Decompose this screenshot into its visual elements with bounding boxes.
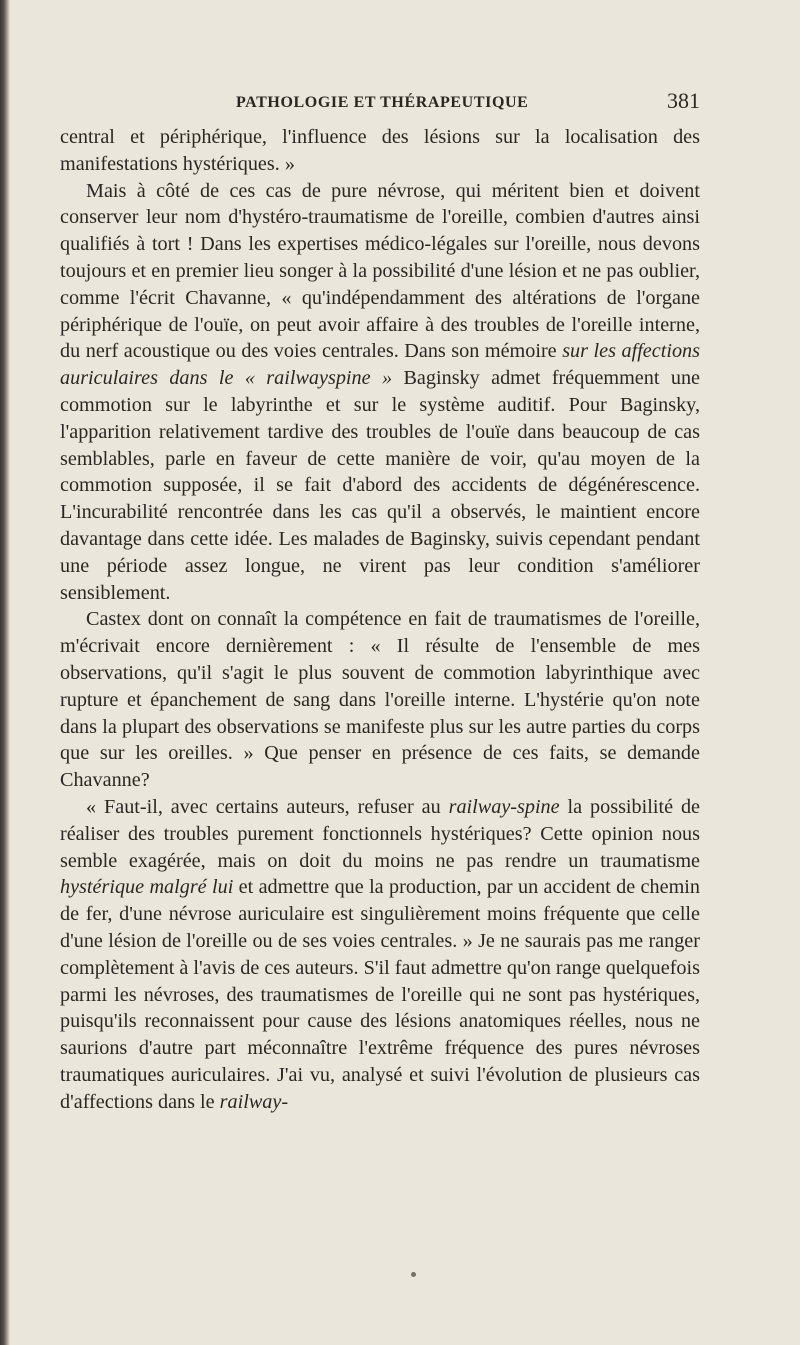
paragraph [60,178,700,607]
text-segment: « Faut-il, avec certains auteurs, refuser au [86,795,449,818]
italic-term: railway- [219,1090,289,1113]
text-segment: Castex dont on connaît la compétence en fait de traumatismes de l'oreille, m'écrivait encore dernièrement : « Il résulte de l'ensemble de mes observations, qu'il s'agit le plus souvent de commotion labyrinthique avec rupture et épanchement de sang dans l'oreille interne. L'hystérie qu'on note dans la plupart des observations se manifeste plus sur les autre parties du corps que sur les oreilles. » Que penser en présence de ces faits, se demande Chavanne? [60,608,700,792]
book-gutter-shadow [0,0,10,1345]
text-segment: central et périphérique, l'influence des lésions sur la localisation des manifestations hystériques. » [60,126,700,175]
book-page [60,88,700,1115]
text-segment: et admettre que la production, par un accident de chemin de fer, d'une névrose auriculaire est singulièrement moins fréquente que celle d'une lésion de l'oreille ou de ses voies centrales. » Je ne saurais pas me ranger complètement à l'avis de ces auteurs. S'il faut admettre qu'on range quelquefois parmi les névroses, des traumatismes de l'oreille qui ne sont pas hystériques, puisqu'ils reconnaissent pour cause des lésions anatomiques réelles, nous ne saurions d'autre part méconnaître l'extrême fréquence des pures névroses traumatiques auriculaires. J'ai vu, analysé et suivi l'évolution de plusieurs cas d'affections dans le [60,876,700,1113]
page-number: 381 [667,88,700,113]
text-segment: la possibilité de réaliser des troubles purement fonctionnels hystériques? Cette opinion nous semble exagérée, mais on doit du moins ne pas rendre un traumatisme [60,795,701,872]
text-segment: Mais à côté de ces cas de pure névrose, qui méritent bien et doivent conserver leur nom d'hystéro-traumatisme de l'oreille, combien d'autres ainsi qualifiés à tort ! Dans les expertises médico-légales sur l'oreille, nous devons toujours et en premier lieu songer à la possibilité d'une lésion et ne pas oublier, comme l'écrit Chavanne, « qu'indépendamment des altérations de l'organe périphérique de l'ouïe, on peut avoir affaire à des troubles de l'oreille interne, du nerf acoustique ou des voies centrales. Dans son mémoire [60,179,700,363]
text-segment: Baginsky admet fréquemment une commotion sur le labyrinthe et sur le système auditif. Pour Baginsky, l'apparition relativement tardive des troubles de l'ouïe dans beaucoup de cas semblables, parle en faveur de cette manière de voir, qu'au moyen de la commotion supposée, il se fait d'abord des accidents de dégénérescence. L'incurabilité rencontrée dans les cas qu'il a observés, le maintient encore davantage dans cette idée. Les malades de Baginsky, suivis cependant pendant une période assez longue, ne virent pas leur condition s'améliorer sensiblement. [60,367,700,604]
paragraph [60,606,700,794]
paper-speck [411,1272,416,1277]
body-text [60,124,700,1115]
paragraph [60,794,700,1116]
italic-term: railway-spine [448,795,560,818]
italic-phrase: hystérique malgré lui [60,876,234,899]
italic-title: sur les affections auriculaires dans le « railwayspine » [60,340,700,390]
running-head [60,88,700,118]
paragraph [60,124,700,178]
running-title: PATHOLOGIE ET THÉRAPEUTIQUE [236,94,529,111]
